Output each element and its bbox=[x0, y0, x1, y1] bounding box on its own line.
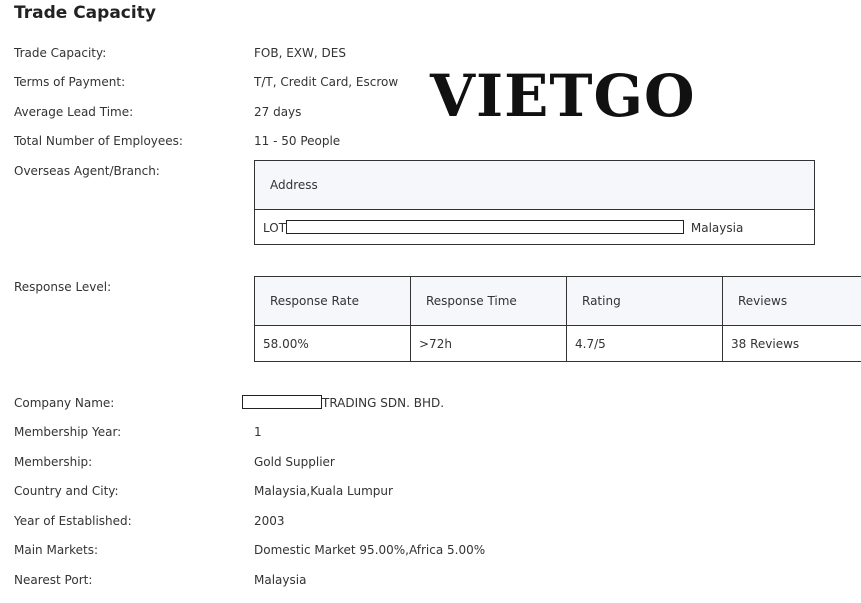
main-markets-label: Main Markets: bbox=[14, 543, 99, 557]
total-employees-label: Total Number of Employees: bbox=[14, 134, 183, 148]
trade-capacity-value: FOB, EXW, DES bbox=[254, 46, 346, 60]
total-employees-value: 11 - 50 People bbox=[254, 134, 341, 148]
response-rate-header: Response Rate bbox=[255, 277, 411, 326]
membership-label: Membership: bbox=[14, 455, 93, 469]
overseas-agent-label: Overseas Agent/Branch: bbox=[14, 164, 160, 178]
address-prefix: LOT bbox=[263, 220, 287, 235]
rating-value: 4.7/5 bbox=[567, 326, 723, 362]
average-lead-time-label: Average Lead Time: bbox=[14, 105, 134, 119]
nearest-port-label: Nearest Port: bbox=[14, 573, 93, 587]
terms-of-payment-value: T/T, Credit Card, Escrow bbox=[254, 75, 399, 89]
reviews-value: 38 Reviews bbox=[723, 326, 861, 362]
rating-header: Rating bbox=[567, 277, 723, 326]
address-table bbox=[254, 160, 815, 245]
address-country: Malaysia bbox=[690, 220, 744, 235]
response-level-table bbox=[254, 276, 861, 362]
nearest-port-value: Malaysia bbox=[254, 573, 307, 587]
company-name-value bbox=[242, 395, 444, 411]
reviews-header: Reviews bbox=[723, 277, 861, 326]
response-rate-value: 58.00% bbox=[255, 326, 411, 362]
membership-value: Gold Supplier bbox=[254, 455, 335, 469]
main-markets-value: Domestic Market 95.00%,Africa 5.00% bbox=[254, 543, 486, 557]
membership-year-value: 1 bbox=[254, 425, 262, 439]
company-name-suffix: TRADING SDN. BHD. bbox=[322, 396, 445, 410]
year-established-value: 2003 bbox=[254, 514, 285, 528]
address-cell bbox=[255, 210, 815, 245]
response-time-value: >72h bbox=[411, 326, 567, 362]
trade-capacity-label: Trade Capacity: bbox=[14, 46, 107, 60]
section-title: Trade Capacity bbox=[14, 3, 156, 23]
response-level-label: Response Level: bbox=[14, 280, 112, 294]
redacted-company-name bbox=[242, 395, 322, 409]
company-name-label: Company Name: bbox=[14, 396, 115, 410]
redacted-address bbox=[286, 220, 684, 234]
year-established-label: Year of Established: bbox=[14, 514, 132, 528]
membership-year-label: Membership Year: bbox=[14, 425, 122, 439]
vietgo-watermark: VIETGO bbox=[430, 62, 696, 130]
address-header: Address bbox=[255, 161, 815, 210]
average-lead-time-value: 27 days bbox=[254, 105, 302, 119]
country-city-value: Malaysia,Kuala Lumpur bbox=[254, 484, 393, 498]
response-time-header: Response Time bbox=[411, 277, 567, 326]
country-city-label: Country and City: bbox=[14, 484, 119, 498]
terms-of-payment-label: Terms of Payment: bbox=[14, 75, 126, 89]
